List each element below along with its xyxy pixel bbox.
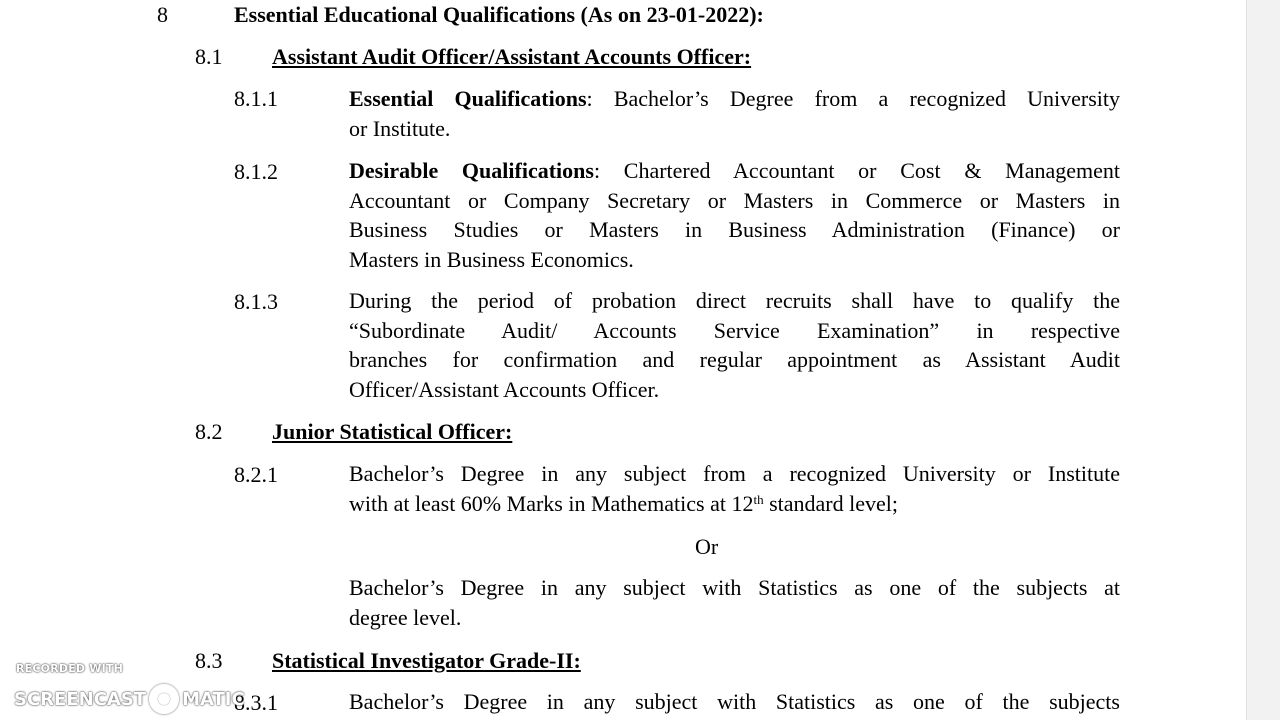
clause-number: 8.1.3 <box>234 289 278 314</box>
watermark-brand <box>14 684 245 714</box>
clause-line: “Subordinate Audit/ Accounts Service Examination” in respective <box>349 317 1120 343</box>
superscript: th <box>753 491 764 507</box>
clause-line: : Bachelor’s Degree from a recognized University <box>586 86 1121 111</box>
clause-line: standard level; <box>763 490 898 516</box>
clause-text <box>349 286 1120 404</box>
screencast-watermark <box>14 660 244 720</box>
clause-line: : Chartered Accountant or Cost & Management <box>593 158 1121 183</box>
watermark-brand-left: SCREENCAST <box>14 688 147 710</box>
clause-line: Bachelor’s Degree in any subject with Statistics as one of the subjects at <box>349 575 1120 600</box>
page-margin-strip <box>1246 0 1280 720</box>
clause-line: degree level. <box>349 604 462 630</box>
or-separator: Or <box>695 534 719 559</box>
clause-bold-label: Essential Qualifications <box>349 86 587 111</box>
subsection-number: 8.1 <box>195 44 223 69</box>
clause-line: During the period of probation direct recruits shall have to qualify the <box>349 288 1120 313</box>
subsection-title: Statistical Investigator Grade-II: <box>272 648 581 673</box>
clause-text <box>349 84 1120 143</box>
clause-number: 8.3.1 <box>234 690 278 715</box>
clause-bold-label: Desirable Qualifications <box>349 158 594 183</box>
watermark-recorded-text: RECORDED WITH <box>16 662 124 675</box>
clause-line: Business Studies or Masters in Business Administration (Finance) or <box>349 217 1120 242</box>
clause-number: 8.1.1 <box>234 86 278 111</box>
clause-text <box>349 459 1120 518</box>
clause-line: or Institute. <box>349 115 451 141</box>
clause-text <box>349 687 1120 717</box>
clause-line: Bachelor’s Degree in any subject from a recognized University or Institute <box>349 461 1120 486</box>
clause-line: Officer/Assistant Accounts Officer. <box>349 376 660 402</box>
clause-line: branches for confirmation and regular appointment as Assistant Audit <box>349 347 1120 372</box>
screencast-logo-icon <box>149 684 179 714</box>
clause-text <box>349 573 1120 632</box>
clause-text <box>349 156 1120 274</box>
section-title: Essential Educational Qualifications (As on 23-01-2022): <box>234 2 764 27</box>
subsection-number: 8.2 <box>195 419 223 444</box>
clause-line: Accountant or Company Secretary or Masters in Commerce or Masters in <box>349 187 1120 213</box>
clause-number: 8.1.2 <box>234 159 278 184</box>
clause-number: 8.2.1 <box>234 462 278 487</box>
clause-line: Masters in Business Economics. <box>349 246 634 272</box>
clause-line: with at least 60% Marks in Mathematics at 12 <box>349 490 754 516</box>
subsection-title: Assistant Audit Officer/Assistant Accounts Officer: <box>272 44 752 69</box>
subsection-number: 8.3 <box>195 648 223 673</box>
clause-line: Bachelor’s Degree in any subject with Statistics as one of the subjects <box>349 689 1120 714</box>
section-number: 8 <box>157 2 168 27</box>
watermark-brand-right: MATIC <box>182 688 245 710</box>
subsection-title: Junior Statistical Officer: <box>272 419 513 444</box>
